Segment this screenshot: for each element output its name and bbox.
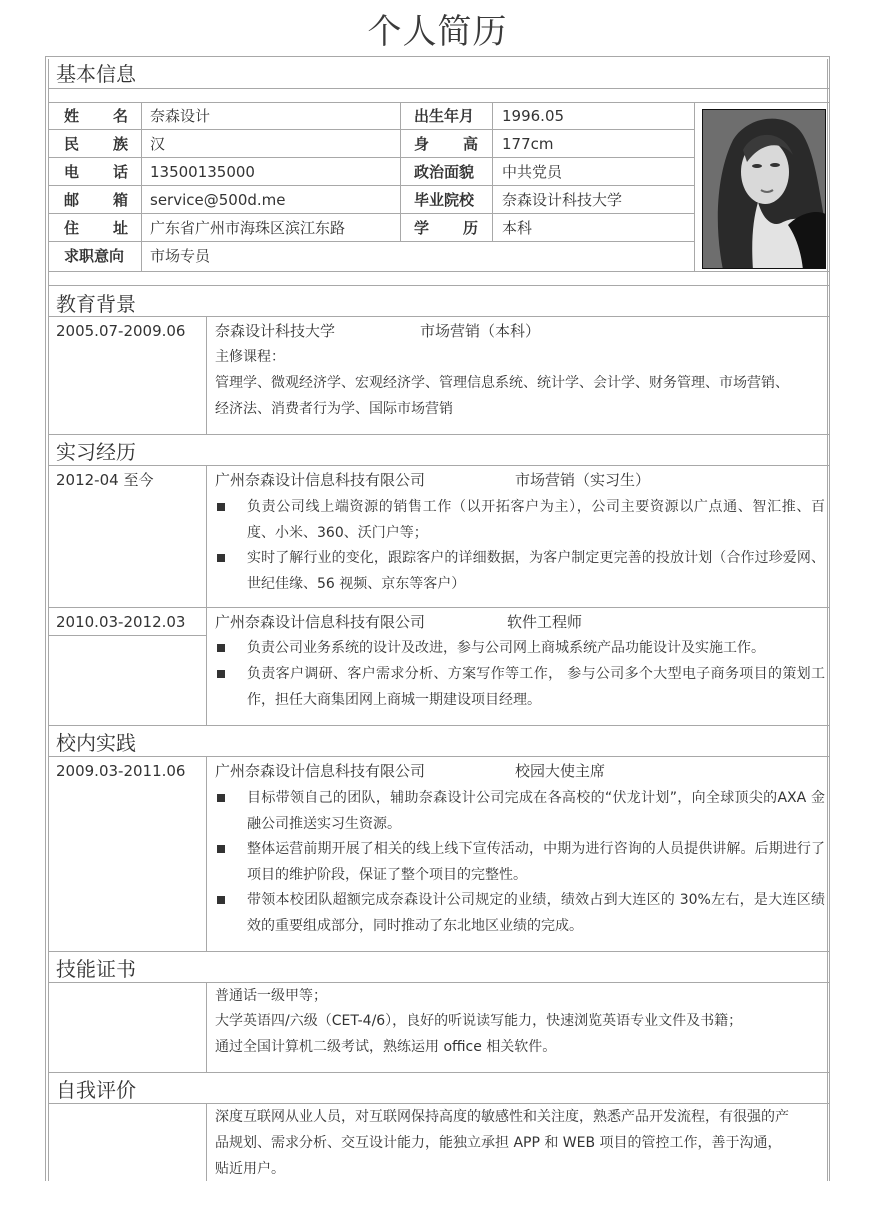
label-address: 住 址: [64, 219, 128, 237]
divider: [206, 1103, 207, 1181]
square-bullet-icon: [217, 845, 225, 853]
divider: [48, 213, 694, 214]
square-bullet-icon: [217, 644, 225, 652]
divider: [48, 129, 694, 130]
value-address: 广东省广州市海珠区滨江东路: [150, 219, 346, 237]
square-bullet-icon: [217, 554, 225, 562]
section-title-self-evaluation: 自我评价: [56, 1078, 136, 1102]
label-name: 姓 名: [64, 107, 128, 125]
label-phone: 电 话: [64, 163, 128, 181]
job-role: 市场营销（实习生）: [515, 471, 651, 489]
courses-label: 主修课程：: [215, 349, 285, 365]
divider: [492, 102, 493, 241]
major: 市场营销（本科）: [420, 322, 541, 340]
section-title-skills: 技能证书: [56, 957, 136, 981]
bullet-item: 负责公司业务系统的设计及改进，参与公司网上商城系统产品功能设计及实施工作。: [215, 635, 823, 661]
divider: [206, 316, 207, 434]
skill-item: 普通话一级甲等；: [215, 988, 327, 1004]
label-ethnicity: 民 族: [64, 135, 128, 153]
section-title-internship: 实习经历: [56, 440, 136, 464]
company-name: 广州奈森设计信息科技有限公司: [215, 613, 426, 631]
section-title-campus: 校内实践: [56, 731, 136, 755]
campus-date: 2009.03-2011.06: [56, 762, 186, 780]
self-eval-line: 深度互联网从业人员，对互联网保持高度的敏感性和关注度，熟悉产品开发流程，有很强的产: [215, 1109, 789, 1125]
label-school: 毕业院校: [414, 191, 475, 209]
campus-company: [215, 758, 606, 784]
bullet-item: 带领本校团队超额完成奈森设计公司规定的业绩，绩效占到大连区的 30%左右，是大连区绩效的重要组成部分，同时推动了东北地区业绩的完成。: [215, 887, 823, 939]
square-bullet-icon: [217, 503, 225, 511]
internship-date: 2010.03-2012.03: [56, 613, 186, 631]
skill-item: 通过全国计算机二级考试，熟练运用 office 相关软件。: [215, 1039, 557, 1055]
page-cutoff: [0, 1181, 875, 1221]
label-political-status: 政治面貌: [414, 163, 475, 181]
self-eval-line: 贴近用户。: [215, 1161, 285, 1177]
school-name: 奈森设计科技大学: [215, 322, 336, 340]
divider: [48, 285, 829, 286]
section-title-education: 教育背景: [56, 292, 136, 316]
value-school: 奈森设计科技大学: [502, 191, 623, 209]
value-ethnicity: 汉: [150, 135, 166, 153]
divider: [48, 635, 207, 636]
job-role: 校园大使主席: [515, 762, 606, 780]
portrait-photo: [702, 109, 826, 269]
label-job-intention: 求职意向: [64, 247, 125, 265]
value-job-intention: 市场专员: [150, 247, 211, 265]
divider: [48, 982, 829, 983]
divider: [206, 756, 207, 951]
bullet-item: 负责公司线上端资源的销售工作（以开拓客户为主），公司主要资源以广点通、智汇推、百度、小米、360、沃门户等；: [215, 494, 823, 546]
label-height: 身 高: [414, 135, 478, 153]
divider: [48, 271, 829, 272]
section-title-basic-info: 基本信息: [56, 62, 136, 86]
divider: [48, 725, 829, 726]
divider: [48, 157, 694, 158]
divider: [141, 102, 142, 271]
self-eval-line: 品规划、需求分析、交互设计能力，能独立承担 APP 和 WEB 项目的管控工作，善于沟通，: [215, 1135, 782, 1151]
bullet-item: 整体运营前期开展了相关的线上线下宣传活动，中期为进行咨询的人员提供讲解。后期进行了项目的维护阶段，保证了整个项目的完整性。: [215, 836, 823, 888]
bullet-item: 实时了解行业的变化，跟踪客户的详细数据，为客户制定更完善的投放计划（合作过珍爱网、世纪佳缘、56 视频、京东等客户）: [215, 545, 823, 597]
value-political-status: 中共党员: [502, 163, 563, 181]
courses-list: 管理学、微观经济学、宏观经济学、管理信息系统、统计学、会计学、财务管理、市场营销、: [215, 375, 789, 391]
divider: [48, 434, 829, 435]
label-degree: 学 历: [414, 219, 478, 237]
bullet-item: 目标带领自己的团队，辅助奈森设计公司完成在各高校的“伏龙计划”，向全球顶尖的AXA 金融公司推送实习生资源。: [215, 785, 823, 837]
label-birth: 出生年月: [414, 107, 475, 125]
value-name: 奈森设计: [150, 107, 211, 125]
divider: [48, 465, 829, 466]
page-title: 个人简历: [367, 12, 508, 52]
divider: [48, 756, 829, 757]
square-bullet-icon: [217, 896, 225, 904]
bullet-item: 负责客户调研、客户需求分析、方案写作等工作， 参与公司多个大型电子商务项目的策划工作，担任大商集团网上商城一期建设项目经理。: [215, 661, 823, 713]
divider: [206, 982, 207, 1072]
value-height: 177cm: [502, 135, 554, 153]
value-phone: 13500135000: [150, 163, 255, 181]
divider: [48, 607, 829, 608]
divider: [48, 88, 829, 89]
square-bullet-icon: [217, 670, 225, 678]
company-name: 广州奈森设计信息科技有限公司: [215, 471, 426, 489]
value-degree: 本科: [502, 219, 533, 237]
value-birth: 1996.05: [502, 107, 565, 125]
divider: [400, 102, 401, 241]
internship-company: [215, 467, 651, 493]
divider: [206, 465, 207, 725]
internship-date: 2012-04 至今: [56, 471, 154, 489]
divider: [48, 316, 829, 317]
divider: [48, 185, 694, 186]
job-role: 软件工程师: [507, 613, 583, 631]
value-email: service@500d.me: [150, 191, 286, 209]
education-date: 2005.07-2009.06: [56, 322, 186, 340]
divider: [48, 241, 694, 242]
divider: [48, 1072, 829, 1073]
skill-item: 大学英语四/六级（CET-4/6），良好的听说读写能力，快速浏览英语专业文件及书籍；: [215, 1013, 743, 1029]
courses-list-cont: 经济法、消费者行为学、国际市场营销: [215, 401, 453, 417]
education-school: [215, 318, 541, 344]
square-bullet-icon: [217, 794, 225, 802]
divider: [48, 951, 829, 952]
company-name: 广州奈森设计信息科技有限公司: [215, 762, 426, 780]
label-email: 邮 箱: [64, 191, 128, 209]
divider: [694, 102, 695, 271]
internship-company: [215, 609, 583, 635]
portrait-image-icon: [703, 110, 826, 269]
